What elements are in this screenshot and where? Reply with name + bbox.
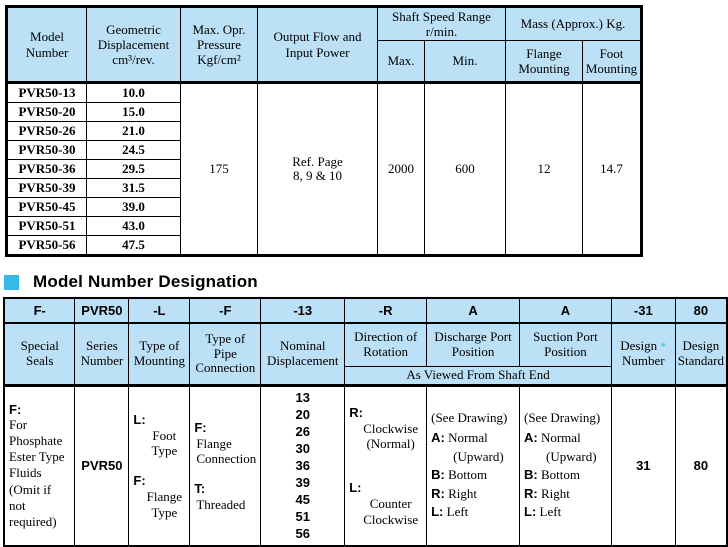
speed-min-cell: 600 bbox=[425, 83, 506, 256]
pressure-value-cell: 175 bbox=[181, 83, 258, 256]
displacement-cell: 10.0 bbox=[87, 83, 181, 103]
label-design-standard: Design Standard bbox=[675, 323, 727, 385]
code-special-seals: F- bbox=[4, 298, 75, 323]
option-code: B: bbox=[524, 466, 538, 482]
label-nominal-displacement: Nominal Displacement bbox=[261, 323, 345, 385]
displacement-option: 56 bbox=[295, 526, 310, 542]
option-label: Bottom bbox=[540, 466, 580, 482]
option-label: Threaded bbox=[196, 496, 246, 512]
pipe-option bbox=[194, 420, 256, 467]
code-design-standard: 80 bbox=[675, 298, 727, 323]
flow-ref-line2: 8, 9 & 10 bbox=[292, 168, 343, 183]
model-number-cell: PVR50-13 bbox=[7, 83, 87, 103]
label-discharge-port: Discharge Port Position bbox=[427, 323, 520, 367]
series-number-cell: PVR50 bbox=[75, 385, 129, 546]
port-option bbox=[524, 503, 607, 522]
displacement-option: 39 bbox=[295, 475, 310, 491]
asterisk-icon: * bbox=[660, 339, 667, 354]
col-header-mass: Mass (Approx.) Kg. bbox=[506, 7, 642, 41]
displacement-option: 36 bbox=[295, 458, 310, 474]
col-header-speed-max: Max. bbox=[378, 41, 425, 83]
code-mounting: -L bbox=[129, 298, 190, 323]
displacement-cell: 29.5 bbox=[87, 160, 181, 179]
option-code: R: bbox=[431, 485, 445, 501]
option-code: T: bbox=[194, 480, 206, 496]
displacement-cell: 31.5 bbox=[87, 179, 181, 198]
option-label: Clockwise (Normal) bbox=[363, 420, 419, 452]
option-code: F: bbox=[194, 419, 207, 435]
label-suction-port: Suction Port Position bbox=[520, 323, 612, 367]
option-label: Right bbox=[448, 485, 477, 501]
label-special-seals: Special Seals bbox=[4, 323, 75, 385]
rotation-option bbox=[349, 405, 422, 452]
seal-description: For Phosphate Ester Type Fluids (Omit if not required) bbox=[9, 416, 65, 530]
label-direction-of-rotation: Direction of Rotation bbox=[345, 323, 427, 367]
option-sublabel: (Upward) bbox=[546, 449, 597, 465]
code-pipe: -F bbox=[190, 298, 261, 323]
label-design-number bbox=[611, 323, 675, 385]
col-header-max-pressure: Max. Opr. Pressure Kgf/cm² bbox=[181, 7, 258, 83]
option-label: Left bbox=[539, 504, 562, 520]
port-option bbox=[431, 503, 515, 522]
label-pipe-connection: Type of Pipe Connection bbox=[190, 323, 261, 385]
displacement-cell: 24.5 bbox=[87, 141, 181, 160]
mounting-option bbox=[133, 473, 185, 520]
see-drawing-note: (See Drawing) bbox=[524, 409, 601, 425]
mass-flange-cell: 12 bbox=[506, 83, 583, 256]
rotation-options-cell bbox=[345, 385, 427, 546]
option-label: Normal bbox=[448, 430, 488, 446]
displacement-cell: 39.0 bbox=[87, 198, 181, 217]
displacement-options-cell bbox=[261, 385, 345, 546]
seal-code: F: bbox=[9, 401, 22, 417]
mounting-option bbox=[133, 412, 185, 459]
section-heading bbox=[4, 272, 258, 292]
option-code: R: bbox=[524, 485, 538, 501]
section-title: Model Number Designation bbox=[33, 272, 258, 291]
option-code: F: bbox=[133, 472, 146, 488]
col-header-model-number: Model Number bbox=[7, 7, 87, 83]
designation-body-row bbox=[4, 385, 727, 546]
rotation-option bbox=[349, 480, 422, 527]
output-flow-ref-cell bbox=[258, 83, 378, 256]
label-series-number: Series Number bbox=[75, 323, 129, 385]
displacement-cell: 43.0 bbox=[87, 217, 181, 236]
col-header-flange-mounting: Flange Mounting bbox=[506, 41, 583, 83]
model-number-cell: PVR50-26 bbox=[7, 122, 87, 141]
option-label: Counter Clockwise bbox=[363, 495, 419, 527]
code-rotation: -R bbox=[345, 298, 427, 323]
option-code: A: bbox=[431, 430, 445, 446]
model-number-cell: PVR50-45 bbox=[7, 198, 87, 217]
displacement-option: 51 bbox=[295, 509, 310, 525]
option-code: L: bbox=[431, 504, 444, 520]
model-number-cell: PVR50-30 bbox=[7, 141, 87, 160]
port-option bbox=[524, 429, 607, 448]
option-code: L: bbox=[133, 411, 146, 427]
col-header-foot-mounting: Foot Mounting bbox=[583, 41, 642, 83]
label-type-of-mounting: Type of Mounting bbox=[129, 323, 190, 385]
specifications-table bbox=[5, 5, 643, 257]
col-header-output-flow: Output Flow and Input Power bbox=[258, 7, 378, 83]
design-number-cell: 31 bbox=[611, 385, 675, 546]
displacement-option: 20 bbox=[295, 407, 310, 423]
option-sublabel: (Upward) bbox=[453, 449, 504, 465]
option-code: A: bbox=[524, 430, 538, 446]
displacement-option: 26 bbox=[295, 424, 310, 440]
option-code: L: bbox=[349, 479, 362, 495]
col-header-geometric-displacement: Geometric Displacement cm³/rev. bbox=[87, 7, 181, 83]
option-label: Left bbox=[446, 504, 469, 520]
col-header-shaft-speed-range: Shaft Speed Range r/min. bbox=[378, 7, 506, 41]
suction-port-cell bbox=[520, 385, 612, 546]
model-number-cell: PVR50-36 bbox=[7, 160, 87, 179]
design-number-line2: Number bbox=[622, 352, 665, 368]
section-bullet-icon bbox=[4, 275, 19, 290]
speed-max-cell: 2000 bbox=[378, 83, 425, 256]
design-standard-cell: 80 bbox=[675, 385, 727, 546]
pipe-option bbox=[194, 481, 256, 513]
discharge-port-cell bbox=[427, 385, 520, 546]
flow-ref-line1: Ref. Page bbox=[292, 154, 343, 170]
port-option bbox=[524, 485, 607, 504]
model-number-cell: PVR50-20 bbox=[7, 103, 87, 122]
mounting-options-cell bbox=[129, 385, 190, 546]
code-design-number: -31 bbox=[611, 298, 675, 323]
option-label: Foot Type bbox=[151, 427, 178, 459]
as-viewed-note: As Viewed From Shaft End bbox=[345, 367, 612, 386]
code-series: PVR50 bbox=[75, 298, 129, 323]
model-number-designation-table bbox=[3, 297, 728, 547]
displacement-cell: 21.0 bbox=[87, 122, 181, 141]
port-option bbox=[431, 485, 515, 504]
port-option bbox=[431, 429, 515, 448]
table-row bbox=[7, 83, 642, 103]
design-number-line1: Design bbox=[620, 338, 658, 354]
special-seals-cell bbox=[4, 385, 75, 546]
option-label: Normal bbox=[540, 430, 581, 446]
port-option bbox=[431, 466, 515, 485]
option-code: R: bbox=[349, 404, 363, 420]
option-label: Flange Connection bbox=[196, 435, 257, 467]
displacement-option: 13 bbox=[295, 390, 310, 406]
port-option bbox=[524, 466, 607, 485]
code-suction: A bbox=[520, 298, 612, 323]
model-number-cell: PVR50-51 bbox=[7, 217, 87, 236]
option-label: Flange Type bbox=[146, 488, 183, 520]
mass-foot-cell: 14.7 bbox=[583, 83, 642, 256]
displacement-option: 30 bbox=[295, 441, 310, 457]
option-code: B: bbox=[431, 466, 445, 482]
see-drawing-note: (See Drawing) bbox=[431, 409, 508, 425]
displacement-cell: 47.5 bbox=[87, 236, 181, 256]
displacement-option: 45 bbox=[295, 492, 310, 508]
displacement-cell: 15.0 bbox=[87, 103, 181, 122]
col-header-speed-min: Min. bbox=[425, 41, 506, 83]
code-discharge: A bbox=[427, 298, 520, 323]
model-number-cell: PVR50-56 bbox=[7, 236, 87, 256]
code-displacement: -13 bbox=[261, 298, 345, 323]
option-label: Right bbox=[540, 485, 570, 501]
pipe-connection-options-cell bbox=[190, 385, 261, 546]
option-code: L: bbox=[524, 504, 537, 520]
model-number-cell: PVR50-39 bbox=[7, 179, 87, 198]
option-label: Bottom bbox=[448, 466, 488, 482]
